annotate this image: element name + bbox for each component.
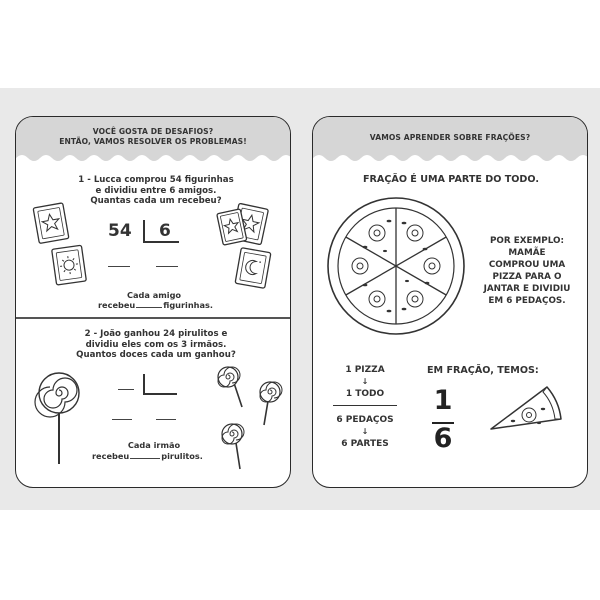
- problem-1-line-2: e dividiu entre 6 amigos.: [95, 185, 217, 196]
- example-line: COMPROU UMA: [488, 260, 566, 270]
- example-line: POR EXEMPLO:: [489, 236, 565, 246]
- fraction-denominator: 6: [433, 423, 453, 454]
- pizza-slice-icon: [485, 379, 565, 447]
- left-header-line-2: ENTÃO, VAMOS RESOLVER OS PROBLEMAS!: [59, 137, 247, 146]
- fraction-bar: [333, 405, 397, 406]
- answer-blank[interactable]: [156, 266, 178, 267]
- division-bracket-horizontal: [143, 393, 177, 395]
- example-line: EM 6 PEDAÇOS.: [488, 296, 566, 306]
- six-pieces-label: 6 PEDAÇOS: [336, 415, 394, 425]
- right-page-header: [313, 117, 587, 163]
- example-line: MAMÃE: [508, 248, 546, 258]
- problem-2-text: [46, 329, 266, 361]
- fraction-title: FRAÇÃO É UMA PARTE DO TODO.: [362, 174, 539, 185]
- problem-1-line-3: Quantas cada um recebeu?: [90, 196, 222, 206]
- example-text: [471, 235, 583, 307]
- answer-blank[interactable]: [112, 419, 132, 420]
- one-pizza-label: 1 PIZZA: [345, 365, 385, 375]
- left-page: [15, 116, 291, 488]
- answer-blank[interactable]: [108, 266, 130, 267]
- division-bracket-vertical: [143, 220, 145, 242]
- answer-blank[interactable]: [156, 419, 176, 420]
- answer-prefix: recebeu: [92, 451, 130, 461]
- problem-2-line-2: dividiu eles com os 3 irmãos.: [85, 339, 227, 350]
- division-bracket-vertical: [143, 374, 145, 394]
- arrow-down-icon: ↓: [361, 427, 369, 436]
- problem-1-answer-sentence: [98, 300, 213, 310]
- problem-2-answer-line-1: Cada irmão: [127, 440, 181, 450]
- right-page: [312, 116, 588, 488]
- left-header-line-1: VOCÊ GOSTA DE DESAFIOS?: [92, 127, 214, 136]
- arrow-down-icon: ↓: [361, 377, 369, 386]
- answer-blank[interactable]: [130, 458, 160, 459]
- moon-card-icon: [226, 241, 280, 295]
- dividend-54: 54: [108, 221, 132, 241]
- fraction-label: EM FRAÇÃO, TEMOS:: [427, 365, 539, 376]
- wave-border-icon: [16, 152, 291, 164]
- six-parts-label: 6 PARTES: [341, 439, 389, 449]
- section-divider: [16, 317, 290, 319]
- answer-suffix: pirulitos.: [161, 451, 203, 461]
- problem-1-line-1: 1 - Lucca comprou 54 figurinhas: [78, 175, 234, 185]
- pizza-icon: [325, 195, 467, 337]
- lollipop-icon: [212, 363, 248, 409]
- one-whole-label: 1 TODO: [345, 389, 385, 399]
- sun-card-icon: [44, 239, 96, 291]
- wave-border-icon: [313, 152, 588, 164]
- answer-blank[interactable]: [118, 389, 134, 390]
- division-bracket-horizontal: [143, 241, 179, 243]
- left-page-header: [16, 117, 290, 163]
- example-line: PIZZA PARA O: [492, 272, 562, 282]
- problem-2-line-3: Quantos doces cada um ganhou?: [76, 350, 236, 360]
- example-line: JANTAR E DIVIDIU: [483, 284, 571, 294]
- answer-suffix: figurinhas.: [163, 300, 214, 310]
- problem-2-line-1: 2 - João ganhou 24 pirulitos e: [84, 329, 228, 339]
- answer-blank[interactable]: [136, 307, 162, 308]
- lollipop-icon: [34, 369, 84, 469]
- problem-2-answer-sentence: [92, 451, 203, 461]
- answer-prefix: recebeu: [98, 300, 136, 310]
- right-header: VAMOS APRENDER SOBRE FRAÇÕES?: [369, 133, 531, 142]
- divisor-6: 6: [159, 221, 171, 241]
- lollipop-icon: [254, 379, 286, 427]
- fraction-numerator: 1: [433, 385, 453, 416]
- problem-1-answer-line-1: Cada amigo: [126, 290, 182, 300]
